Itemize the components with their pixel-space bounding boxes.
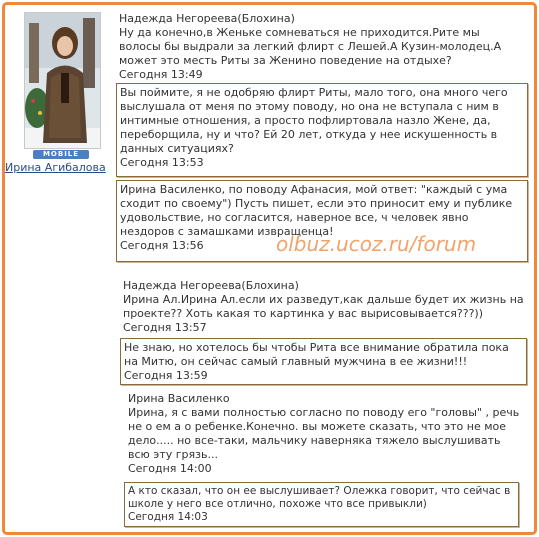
message-time: Сегодня 14:03 <box>128 511 208 523</box>
message-author: Надежда Негореева(Блохина) <box>123 279 299 292</box>
message-time: Сегодня 13:49 <box>119 68 203 81</box>
message-author: Ирина Василенко <box>128 392 230 405</box>
message-text: А кто сказал, что он ее выслушивает? Олежка говорит, что сейчас в школе у него все отлично, похоже что все привыкли) <box>128 485 511 510</box>
message-time: Сегодня 13:56 <box>120 239 204 252</box>
message-6 <box>128 392 524 476</box>
message-author: Надежда Негореева(Блохина) <box>119 12 295 25</box>
avatar[interactable] <box>24 12 101 149</box>
message-7 <box>124 482 519 527</box>
message-text: Ирина, я с вами полностью согласно по поводу его "головы" , речь не о ем а о ребенке.Конечно. вы можете сказать, что это не мое дело..... но все-таки, мальчику наверняка тяжело выслушивать всю эту грязь... <box>128 406 520 461</box>
message-1 <box>119 12 524 82</box>
message-4 <box>123 279 525 335</box>
message-time: Сегодня 13:57 <box>123 321 207 334</box>
message-time: Сегодня 13:53 <box>120 156 204 169</box>
mobile-badge: MOBILE <box>33 150 89 159</box>
avatar-photo <box>25 13 100 148</box>
message-text: Вы поймите, я не одобряю флирт Риты, мало того, она много чего выслушала от меня по этому поводу, но она не вступала с ним в интимные отношения, а просто пофлиртовала назло Жене, да, переборщила, ну и что? Ей 20 лет, откуда у нее искушенность в данных ситуациях? <box>120 86 508 155</box>
message-text: Ну да конечно,в Женьке сомневаться не приходится.Рите мы волосы бы выдрали за легкий флирт с Лешей.А Кузин-молодец.А может это месть Риты за Женино поведение на отдыхе? <box>119 26 502 67</box>
message-text: Ирина Ал.Ирина Ал.если их разведут,как дальше будет их жизнь на проекте?? Хоть какая то картинка у вас вырисовывается???)) <box>123 293 524 320</box>
user-name-link[interactable]: Ирина Агибалова <box>5 161 106 174</box>
message-2 <box>116 83 528 177</box>
message-text: Ирина Василенко, по поводу Афанасия, мой ответ: "каждый с ума сходит по своему") Пусть пишет, если это приносит ему и публике удовольствие, но согласится, наверное все, ч человек явно нездоров с замашками извращенца! <box>120 183 513 238</box>
message-time: Сегодня 14:00 <box>128 462 212 475</box>
message-time: Сегодня 13:59 <box>124 369 208 382</box>
message-text: Не знаю, но хотелось бы чтобы Рита все внимание обратила пока на Митю, он сейчас самый главный мужчина в ее жизни!!! <box>124 341 509 368</box>
watermark: olbuz.ucoz.ru/forum <box>276 232 477 256</box>
message-5 <box>120 338 527 385</box>
